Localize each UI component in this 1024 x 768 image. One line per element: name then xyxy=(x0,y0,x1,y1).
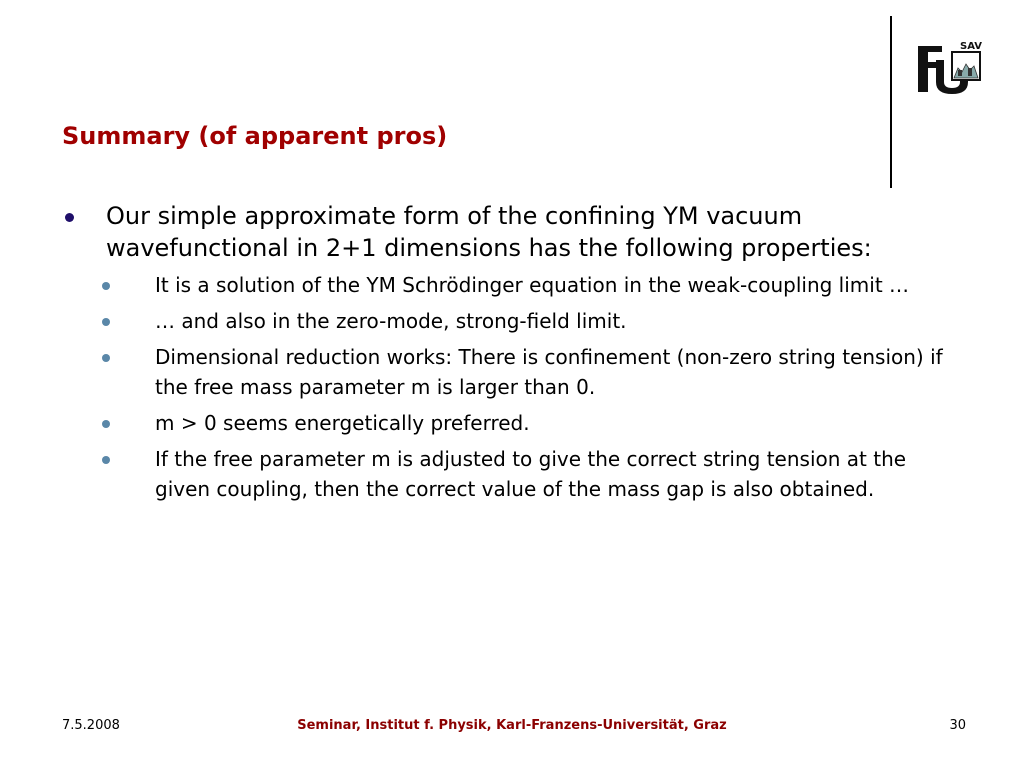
sub-bullet xyxy=(62,306,967,336)
footer-date: 7.5.2008 xyxy=(62,718,120,733)
slide-title: Summary (of apparent pros) xyxy=(62,122,448,150)
sub-bullet-dot-icon xyxy=(102,318,110,326)
footer-seminar: Seminar, Institut f. Physik, Karl-Franzens-Universität, Graz xyxy=(297,718,727,733)
slide-content xyxy=(62,200,967,510)
sub-bullet-dot-icon xyxy=(102,420,110,428)
sub-bullet xyxy=(62,342,967,402)
sub-bullet xyxy=(62,408,967,438)
sub-bullet-text: If the free parameter m is adjusted to give the correct string tension at the given coupling, then the correct value of the mass gap is also obtained. xyxy=(155,447,907,501)
bullet-dot-icon xyxy=(65,213,74,222)
bullet-text: Our simple approximate form of the confining YM vacuum wavefunctional in 2+1 dimensions has the following properties: xyxy=(106,202,872,262)
sub-bullet-dot-icon xyxy=(102,354,110,362)
institution-logo xyxy=(914,38,988,98)
sub-bullet-text: … and also in the zero-mode, strong-field limit. xyxy=(155,309,627,333)
sub-bullet xyxy=(62,270,967,300)
footer-page-number: 30 xyxy=(949,718,966,733)
sub-bullet-text: Dimensional reduction works: There is confinement (non-zero string tension) if the free mass parameter m is larger than 0. xyxy=(155,345,943,399)
sub-bullet-text: m > 0 seems energetically preferred. xyxy=(155,411,530,435)
sub-bullet-dot-icon xyxy=(102,456,110,464)
vertical-divider xyxy=(890,16,892,188)
fu-sav-logo-icon xyxy=(914,38,988,98)
sub-bullet-text: It is a solution of the YM Schrödinger equation in the weak-coupling limit … xyxy=(155,273,910,297)
sub-bullet xyxy=(62,444,967,504)
bullet-level1 xyxy=(62,200,967,264)
sub-bullet-dot-icon xyxy=(102,282,110,290)
logo-label: SAV xyxy=(960,41,983,52)
